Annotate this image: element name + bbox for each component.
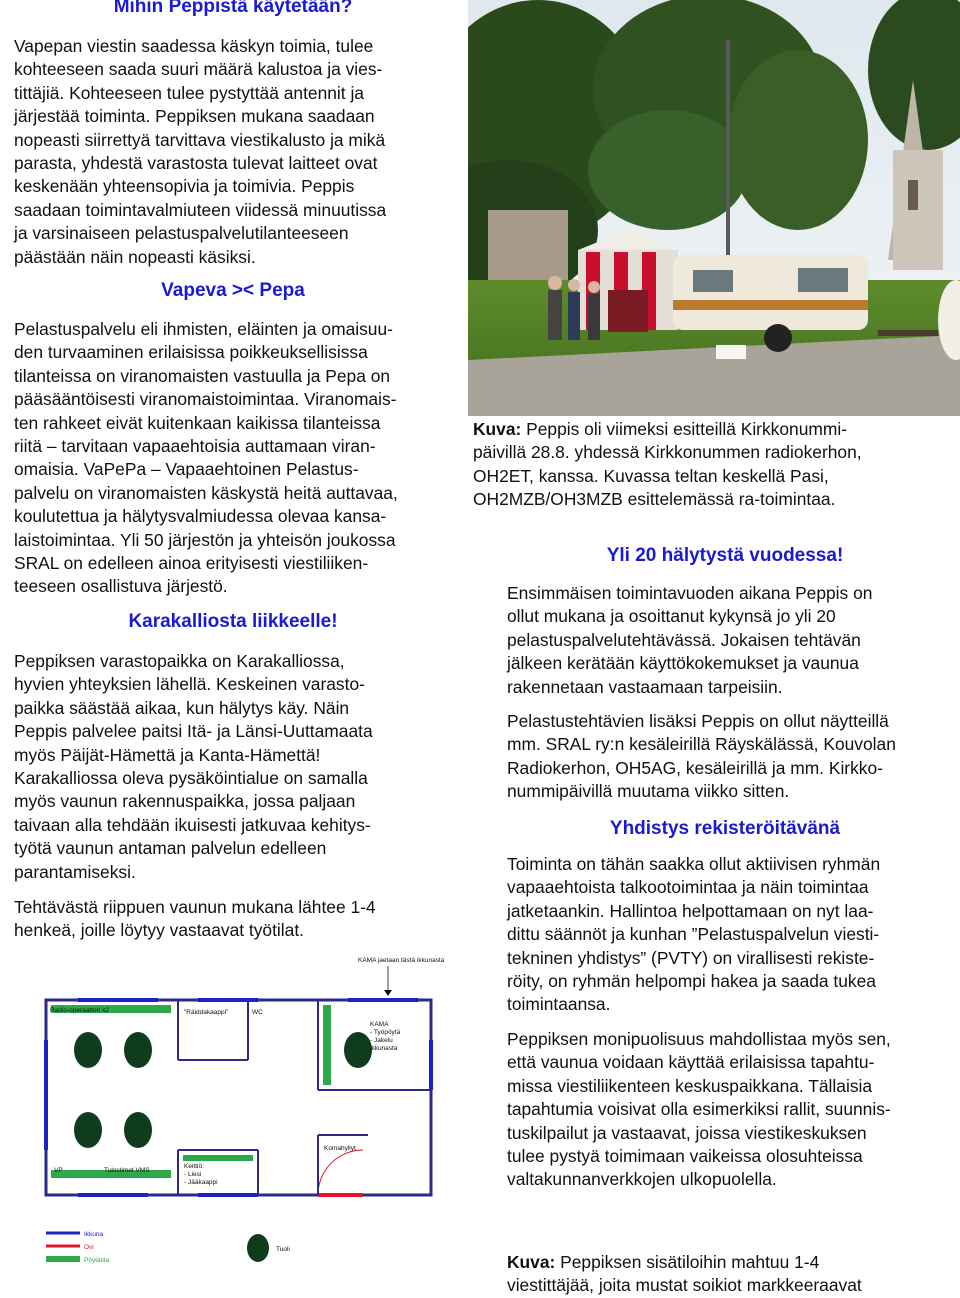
label-wc: WC bbox=[252, 1009, 263, 1016]
label-kama bbox=[370, 1021, 402, 1052]
caption-label: Kuva: bbox=[473, 419, 522, 439]
paragraph-association: Toiminta on tähän saakka ollut aktiivisen ryhmän vapaaehtoista talkootoimintaa ja näin toimintaa jatketaankin. Hallintoa helpottamaan on nyt laa- dittu säännöt ja kunhan ”Pelastuspalvelun viesti- tekninen yhdistys” (PVTY) on virallisesti rekiste- röity, on ryhmän helpompi hakea ja saada tukea toimintaansa. bbox=[507, 854, 881, 1015]
legend-ovi: Ovi bbox=[84, 1244, 94, 1251]
keittio-line: - Jääkaappi bbox=[184, 1179, 218, 1186]
legend-tuoli: Tuoli bbox=[276, 1246, 290, 1253]
kama-line: KAMA bbox=[370, 1021, 389, 1028]
paragraph-exhibitions: Pelastustehtävien lisäksi Peppis on ollut näytteillä mm. SRAL ry:n kesäleirillä Räyskälässä, Kouvolan Radiokerhon, OH5AG, kesäleirillä ja mm. Kirkko- nummipäivillä muutama viikko sitten. bbox=[507, 711, 896, 802]
plan-caption bbox=[507, 1251, 957, 1298]
label-tulostimet: Tulostimet VMS bbox=[104, 1167, 150, 1174]
plan-top-note: KAMA jaetaan tästä ikkunasta bbox=[358, 957, 445, 964]
caption-text: Peppis oli viimeksi esitteillä Kirkkonummi- päivillä 28.8. yhdessä Kirkkonummen radiokerhon, OH2ET, kanssa. Kuvassa teltan keskellä Pasi, OH2MZB/OH3MZB esittelemässä ra-toimintaa. bbox=[473, 419, 862, 510]
paragraph-karakallio: Peppiksen varastopaikka on Karakalliossa, hyvien yhteyksien lähellä. Keskeinen varasto- paikka säästää aikaa, kun hälytys käy. Näin Peppis palvelee paitsi Itä- ja Länsi-Uuttamaata myös Päijät-Hämettä ja Kanta-Hämettä! Karakalliossa oleva pysäköintialue on samalla myös vaunun rakennuspaikka, jossa paljaan taivaan alla tehdään ikuisesti jatkuvaa kehitys- työtä vaunun antaman palvelun edelleen parantamiseksi. bbox=[14, 651, 373, 882]
legend-ikkuna: Ikkuna bbox=[84, 1231, 104, 1238]
heading-mihin: Mihin Peppistä käytetään? bbox=[113, 0, 353, 17]
heading-yhdistys: Yhdistys rekisteröitävänä bbox=[609, 818, 841, 839]
paragraph-pelastuspalvelu: Pelastuspalvelu eli ihmisten, eläinten ja omaisuu- den turvaaminen erilaisissa poikkeuksellisissa tilanteissa on viranomaisten vastuulla ja Pepa on pääsääntöisesti viranomaistoimintaa. Viranomais- ten rahkeet eivät kuitenkaan kaikissa tilanteissa riitä – tarvitaan vapaaehtoisia auttamaan viran- omaisia. VaPePa – Vapaaehtoinen Pelastus- palvelu on viranomaisten käskystä heitä auttavaa, koulutettua ja hälytysvalmiudessa olevaa kansa- laistoimintaa. Yli 50 järjestön ja yhteisön joukossa SRAL on edelleen ainoa erityisesti viestiliiken- teeseen osallistuva järjestö. bbox=[14, 319, 398, 597]
label-vp: VP bbox=[54, 1167, 63, 1174]
label-radio: Radio-operaattori x2 bbox=[50, 1007, 109, 1014]
caravan-floor-plan bbox=[18, 950, 470, 1290]
caption-text-2: Peppiksen sisätiloihin mahtuu 1-4 viestittäjää, joita mustat soikiot markkeeraavat bbox=[507, 1252, 862, 1296]
heading-karakallio: Karakalliosta liikkeelle! bbox=[128, 611, 338, 632]
kama-line: ikkunasta bbox=[370, 1045, 398, 1052]
kama-line: - Työpöytä bbox=[370, 1029, 401, 1036]
keittio-line: - Liesi bbox=[184, 1171, 202, 1178]
kama-line: - Jakelu bbox=[370, 1037, 393, 1044]
paragraph-crew: Tehtävästä riippuen vaunun mukana lähtee 1-4 henkeä, joille löytyy vastaavat työtilat. bbox=[14, 897, 376, 941]
heading-halytykset: Yli 20 hälytystä vuodessa! bbox=[606, 545, 844, 566]
caption-label-2: Kuva: bbox=[507, 1252, 556, 1272]
keittio-line: Keittiö: bbox=[184, 1163, 204, 1170]
event-photo bbox=[468, 0, 960, 416]
label-raiddakaappi: "Räiddakaappi" bbox=[184, 1009, 229, 1016]
legend-poytatila: Pöytätila bbox=[84, 1257, 109, 1264]
photo-caption bbox=[473, 418, 958, 512]
heading-vapeva-pepa: Vapeva >< Pepa bbox=[161, 280, 305, 301]
label-keittio bbox=[184, 1163, 218, 1186]
label-komahyllyt: Komahyllyt bbox=[324, 1145, 356, 1152]
paragraph-first-year: Ensimmäisen toimintavuoden aikana Peppis on ollut mukana ja osoittanut kykynsä jo yli 20 pelastuspalvelutehtävässä. Jokaisen tehtävän jälkeen kerätään käyttökokemukset ja vaunua rakennetaan vastaamaan tarpeisiin. bbox=[507, 583, 873, 697]
paragraph-usage: Vapepan viestin saadessa käskyn toimia, tulee kohteeseen saada suuri määrä kalustoa ja vies- tittäjiä. Kohteeseen tulee pystyttää antennit ja järjestää toiminta. Peppiksen mukana saadaan nopeasti siirrettyä tarvittava viestikalusto ja mikä parasta, yhdestä varastosta tulevat laitteet ovat keskenään yhteensopivia ja toimivia. Peppis saadaan toimintavalmiuteen viidessä minuutissa ja varsinaiseen pelastuspalvelutilanteeseen päästään näin nopeasti käsiksi. bbox=[14, 36, 387, 267]
paragraph-versatility: Peppiksen monipuolisuus mahdollistaa myös sen, että vaunua voidaan käyttää erilaisissa tapahtu- missa viestiliikenteen keskuspaikkana. Tällaisia tapahtumia voisivat olla esimerkiksi rallit, suunnis- tuskilpailut ja vastaavat, joissa viestikeskuksen tulee pystyä toimimaan vaikeissa olosuhteissa valtakunnanverkkojen ulkopuolella. bbox=[507, 1029, 891, 1190]
